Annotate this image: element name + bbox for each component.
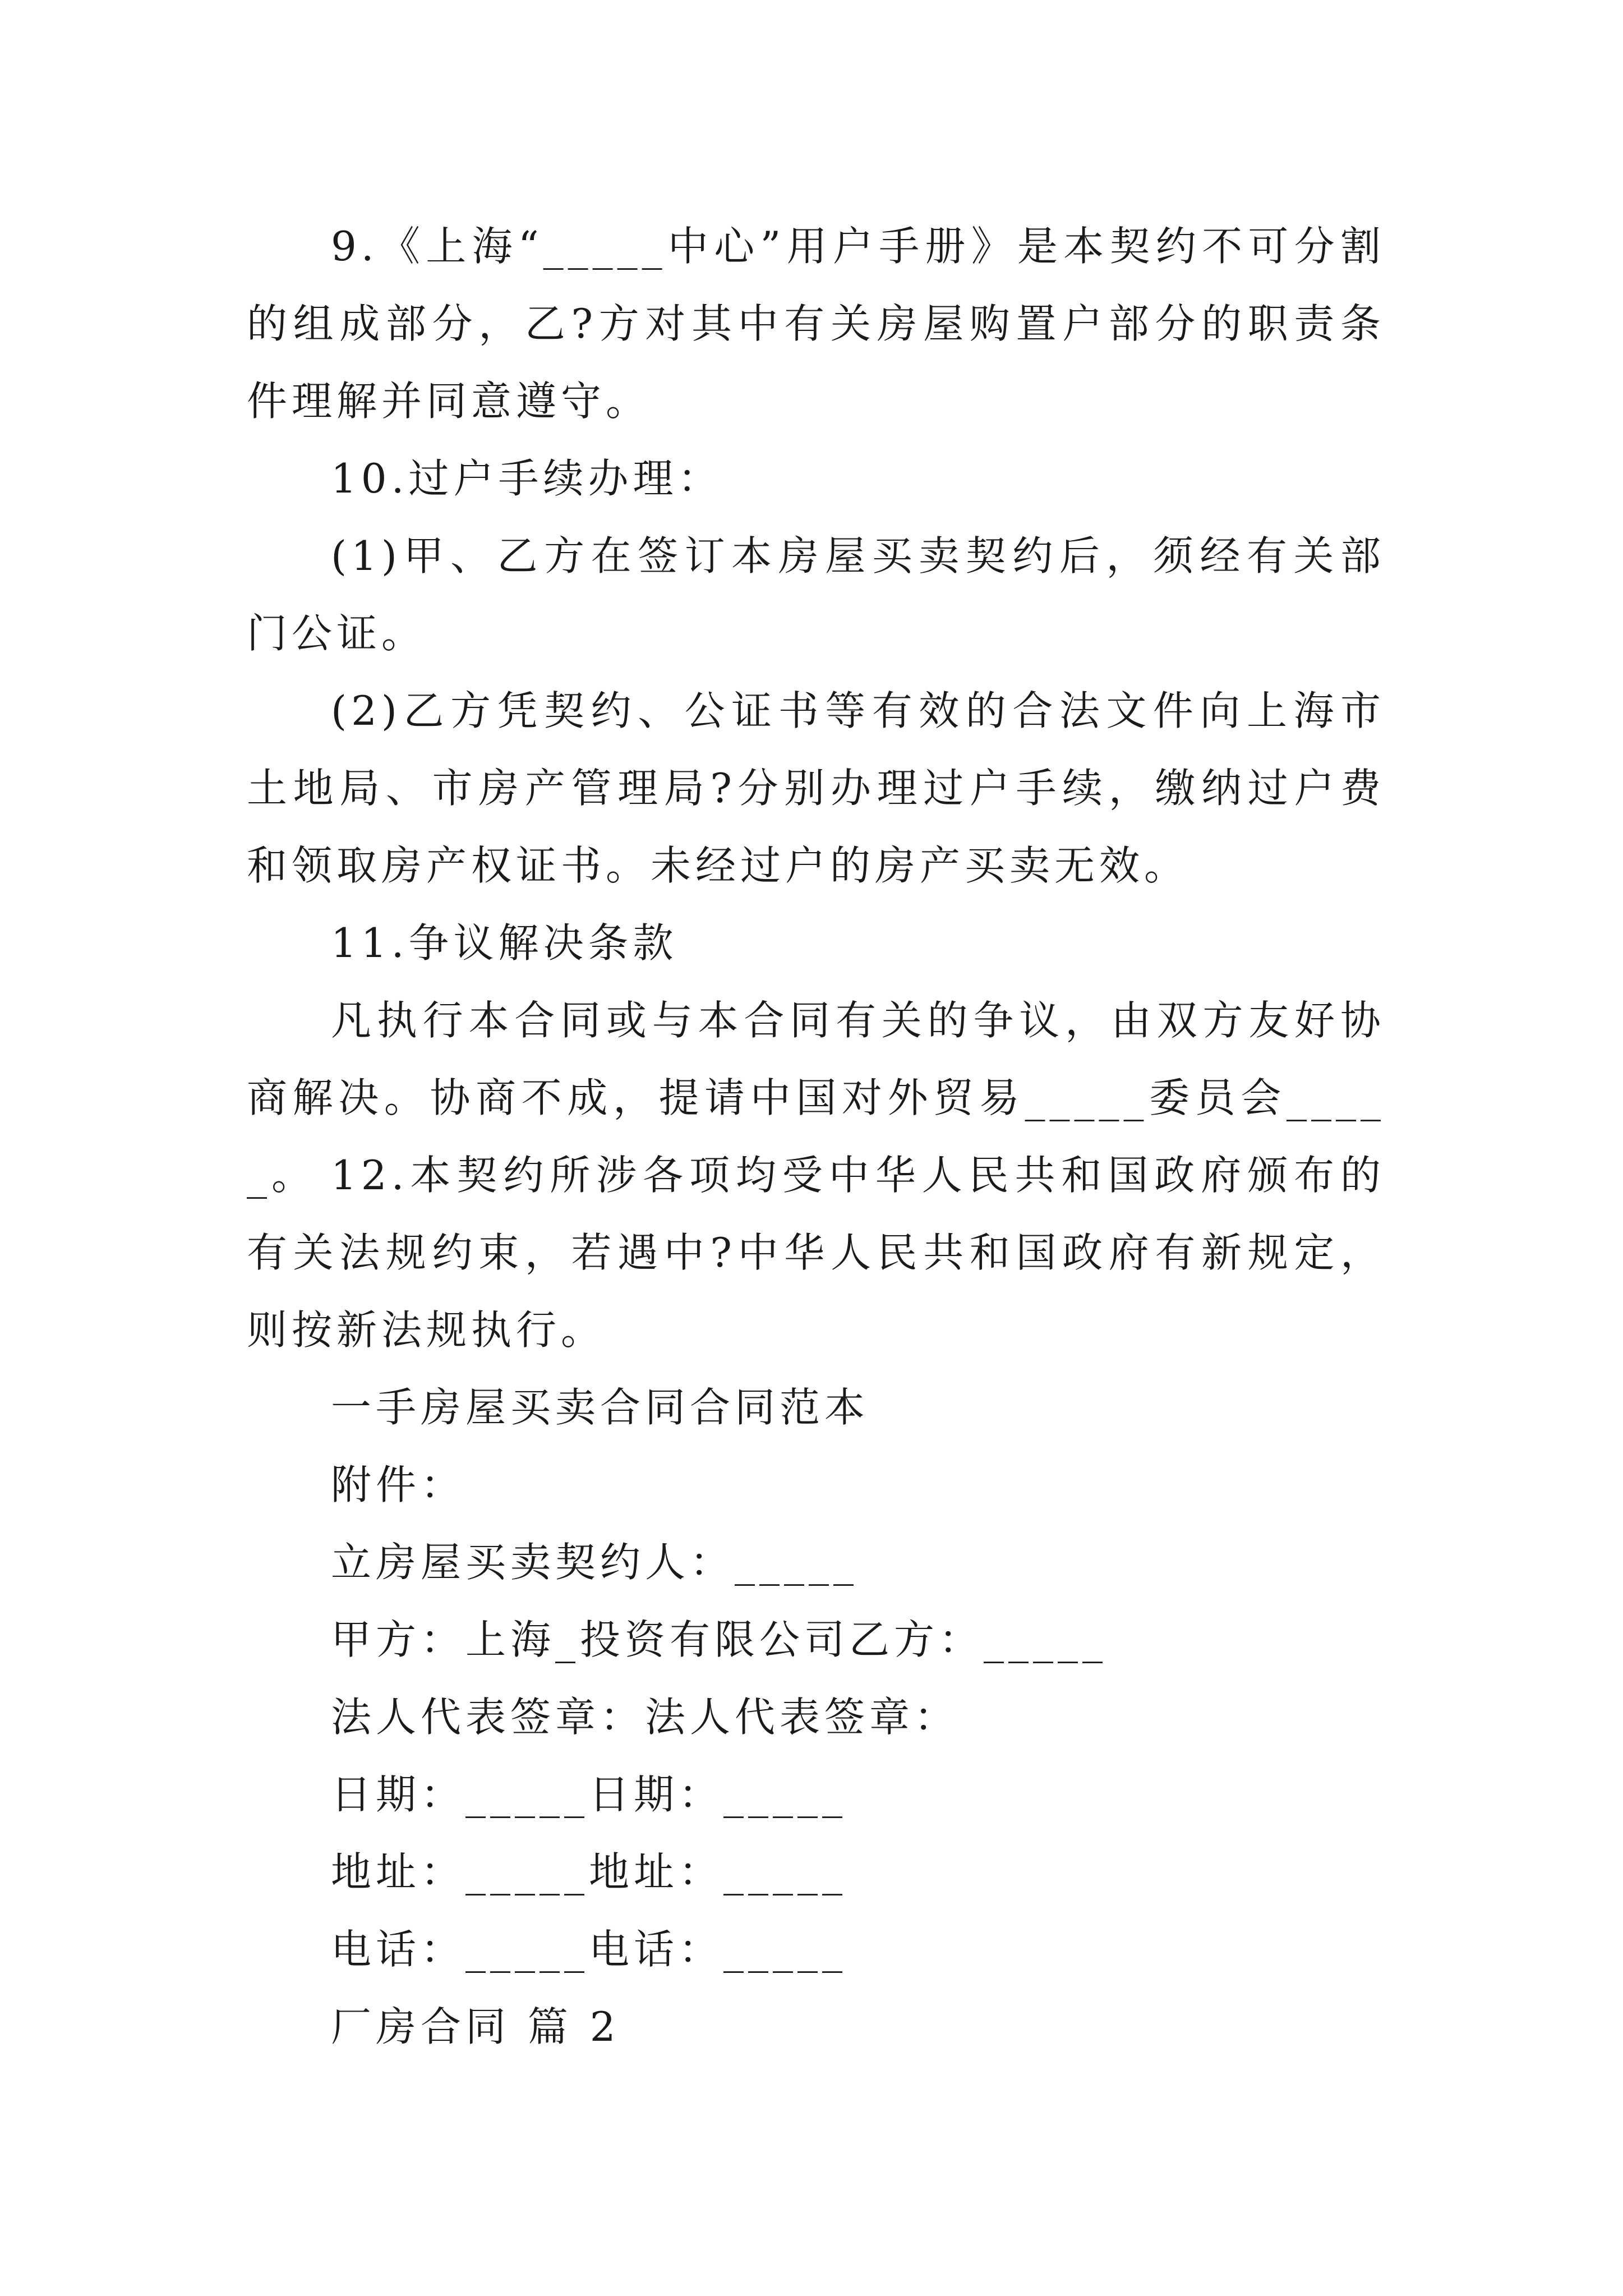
contract-party-line: 立房屋买卖契约人：_____ [331, 1539, 859, 1586]
clause-10-item-2: (2)乙方凭契约、公证书等有效的合法文件向上海市土地局、市房产管理局?分别办理过户手续，缴纳过户费和领取房产权证书。未经过户的房产买卖无效。 [247, 687, 1385, 889]
section-heading: 厂房合同 篇 2 [331, 2003, 620, 2050]
contract-template-title: 一手房屋买卖合同合同范本 [331, 1384, 870, 1431]
party-a-b-line: 甲方：上海_投资有限公司乙方：_____ [331, 1616, 1108, 1663]
clause-12-paragraph: 12.本契约所涉各项均受中华人民共和国政府颁布的有关法规约束，若遇中?中华人民共和国政府有新规定，则按新法规执行。 [247, 1152, 1385, 1354]
clause-10-heading: 10.过户手续办理： [331, 455, 723, 502]
clause-11-body: 凡执行本合同或与本合同有关的争议，由双方友好协商解决。协商不成，提请中国对外贸易_____委员会_____。 [247, 997, 1385, 1199]
clause-10-item-1: (1)甲、乙方在签订本房屋买卖契约后，须经有关部门公证。 [247, 532, 1385, 657]
date-line: 日期：_____日期：_____ [331, 1771, 847, 1818]
clause-11-heading: 11.争议解决条款 [331, 919, 678, 967]
clause-9-paragraph: 9.《上海“_____中心”用户手册》是本契约不可分割的组成部分，乙?方对其中有关房屋购置户部分的职责条件理解并同意遵守。 [247, 223, 1385, 425]
phone-line: 电话：_____电话：_____ [331, 1926, 847, 1973]
attachment-label: 附件： [331, 1461, 466, 1508]
legal-rep-signature-line: 法人代表签章：法人代表签章： [331, 1694, 960, 1741]
address-line: 地址：_____地址：_____ [331, 1848, 847, 1895]
